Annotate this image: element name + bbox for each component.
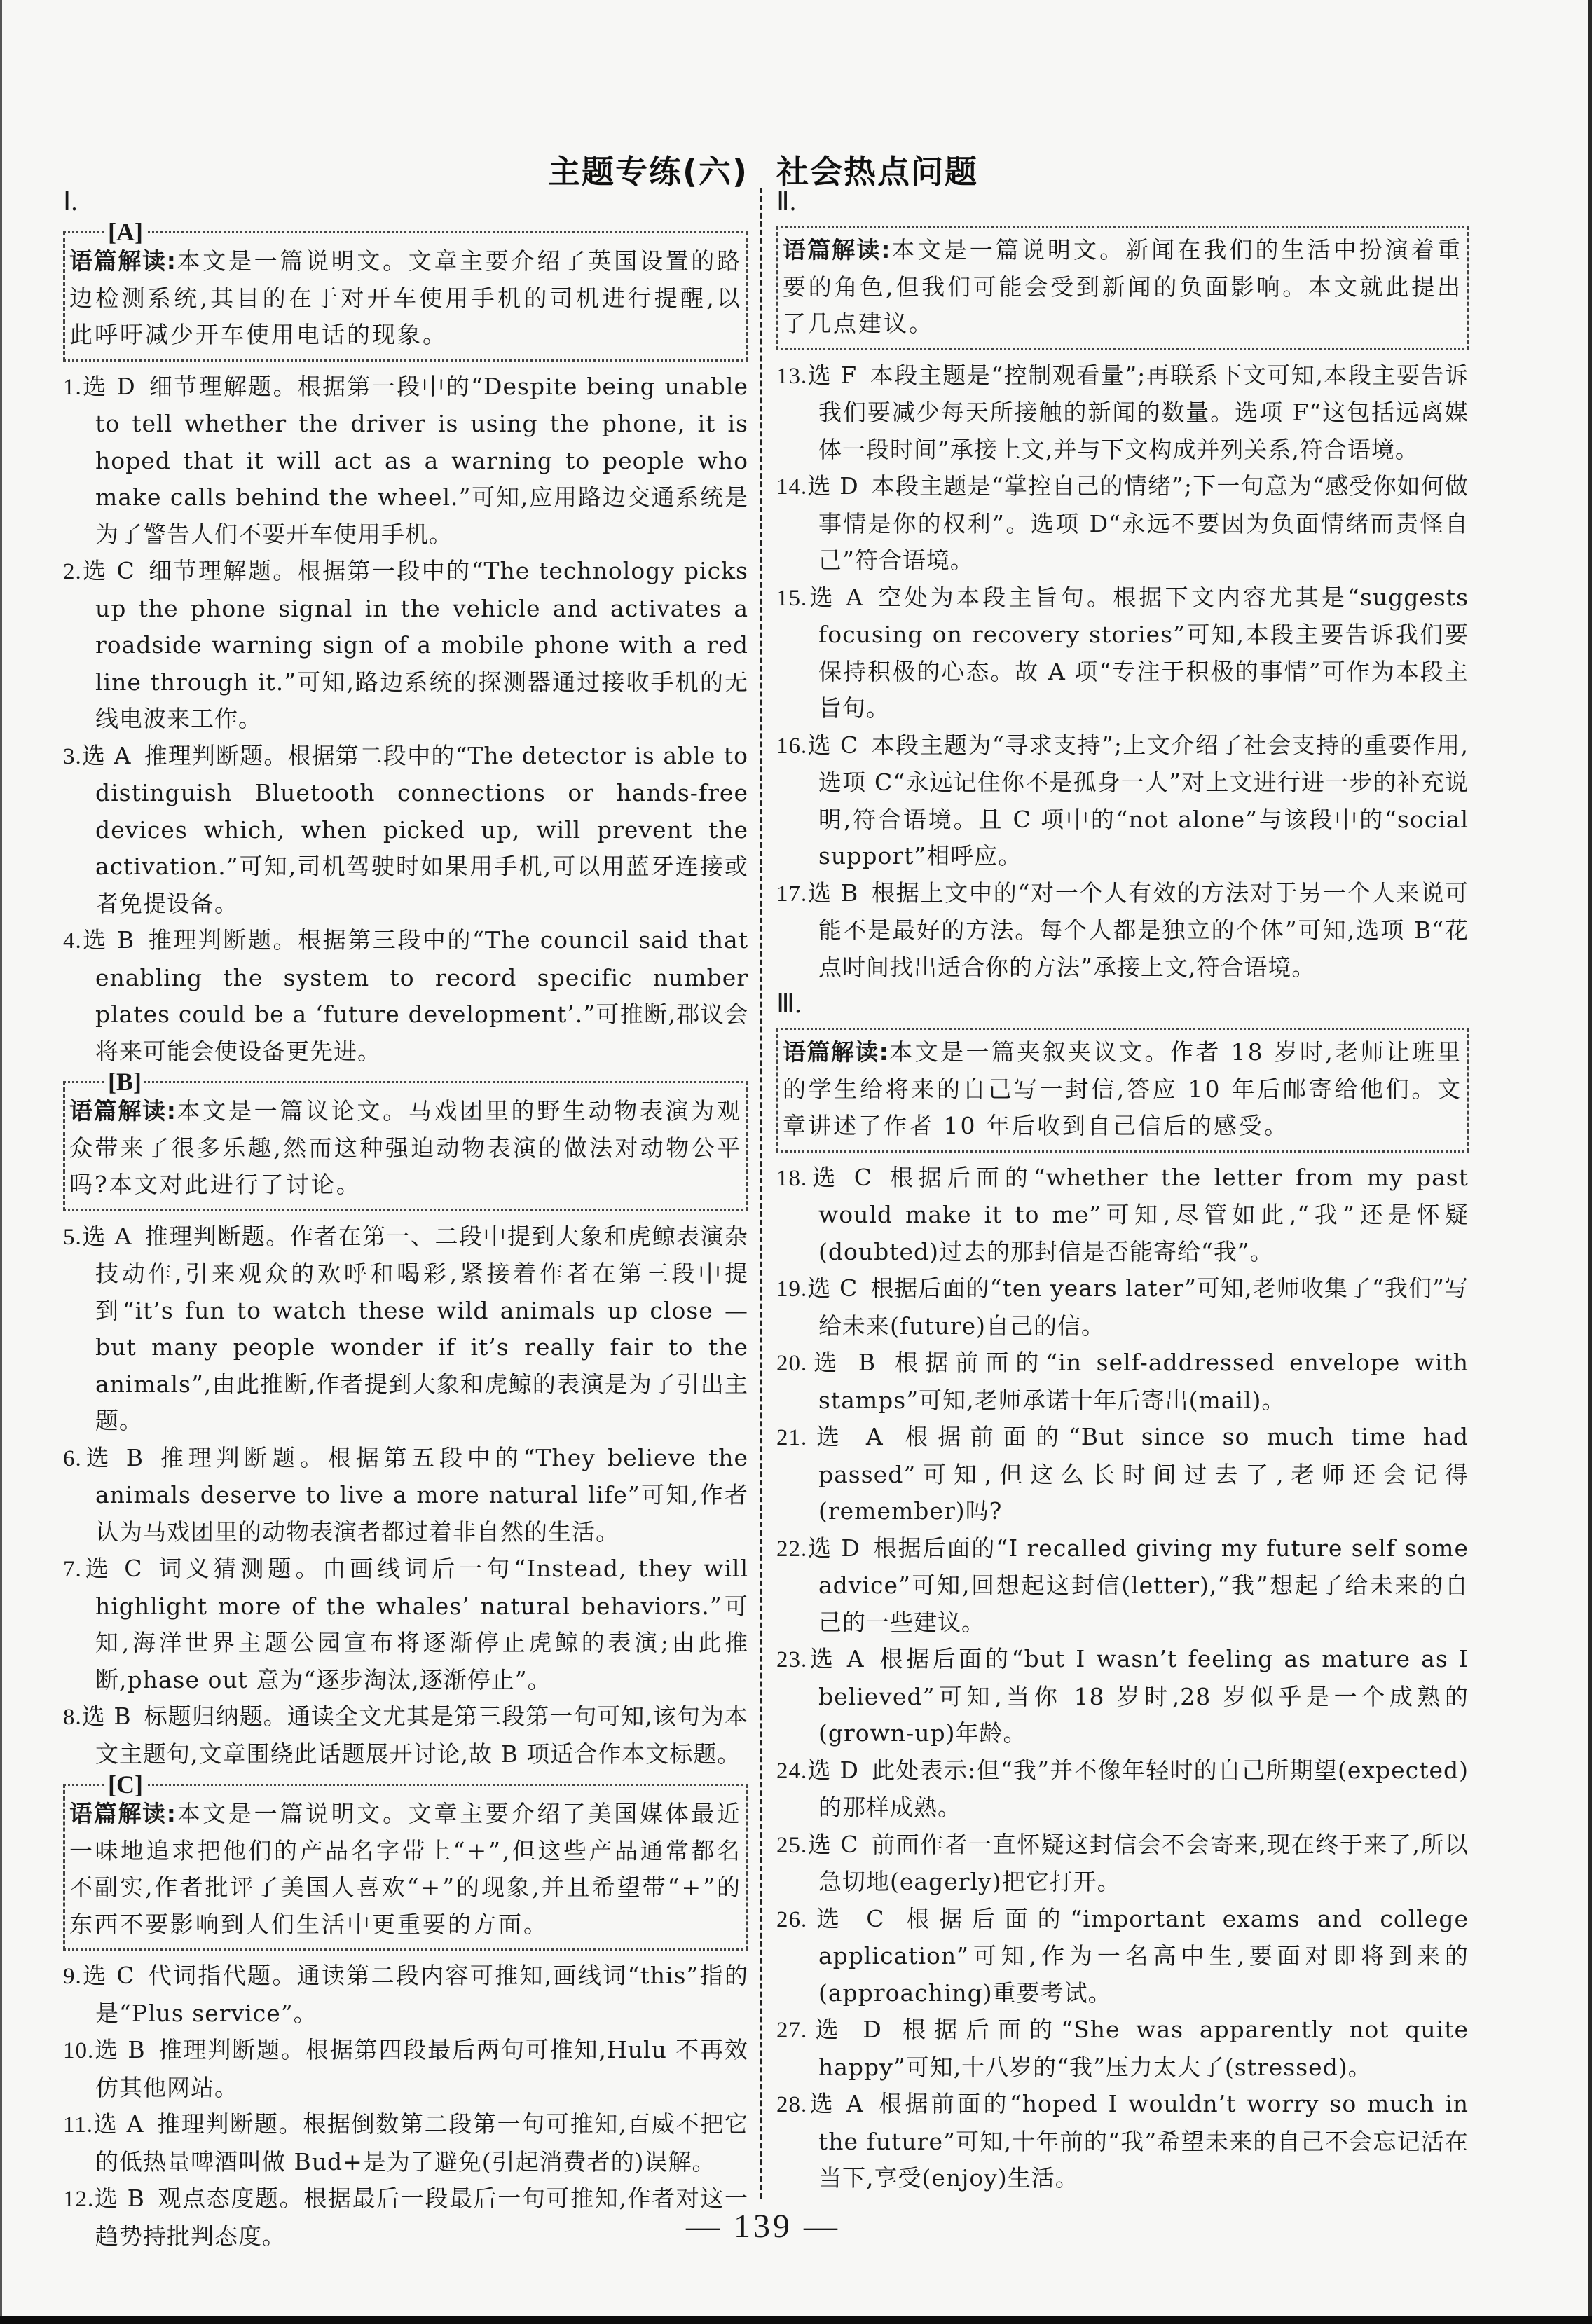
answer-item: 1.选 D 细节理解题。根据第一段中的“Despite being unable to tell whether the driver is using the phone, it is hoped that it will act as a warning to people who make calls behind the wheel.”可知,应用路边交通系统是为了警告人们不要开车使用手机。	[63, 372, 749, 548]
answer-item: 7.选 C 词义猜测题。由画线词后一句“Instead, they will highlight more of the whales’ natural behaviors.”可知,海洋世界主题公园宣布将逐渐停止虎鲸的表演;由此推断,phase out 意为“逐步淘汰,逐渐停止”。	[63, 1555, 748, 1693]
answer-item: 10.选 B 推理判断题。根据第四段最后两句可推知,Hulu 不再效仿其他网站。	[63, 2036, 748, 2101]
right-column	[776, 184, 1469, 2197]
answer-item: 23.选 A 根据后面的“but I wasn’t feeling as mature as I believed”可知,当你 18 岁时,28 岁似乎是一个成熟的(grown-up)年龄。	[776, 1645, 1469, 1747]
page-number: — 139 —	[686, 2208, 840, 2245]
answer-item: 25.选 C 前面作者一直怀疑这封信会不会寄来,现在终于来了,所以急切地(eagerly)把它打开。	[776, 1830, 1469, 1895]
scan-edge-right	[1588, 0, 1592, 2324]
column-divider	[760, 188, 762, 2199]
section-number-2: Ⅱ.	[776, 187, 797, 216]
scan-edge-bottom	[0, 2316, 1592, 2324]
answer-item: 22.选 D 根据后面的“I recalled giving my future self some advice”可知,回想起这封信(letter),“我”想起了给未来的自己的一些建议。	[776, 1534, 1469, 1636]
passage-summary-a: 语篇解读:本文是一篇说明文。文章主要介绍了英国设置的路边检测系统,其目的在于对开车使用手机的司机进行提醒,以此呼吁减少开车使用电话的现象。	[63, 231, 748, 362]
answer-item: 16.选 C 本段主题为“寻求支持”;上文介绍了社会支持的重要作用,选项 C“永远记住你不是孤身一人”对上文进行进一步的补充说明,符合语境。且 C 项中的“not alone”与该段中的“social support”相呼应。	[776, 731, 1469, 869]
scan-edge-left	[0, 0, 2, 2324]
answer-item: 11.选 A 推理判断题。根据倒数第二段第一句可推知,百威不把它的低热量啤酒叫做 Bud+是为了避免(引起消费者的)误解。	[63, 2110, 748, 2175]
passage-summary-iii: 语篇解读:本文是一篇夹叙夹议文。作者 18 岁时,老师让班里的学生给将来的自己写一封信,答应 10 年后邮寄给他们。文章讲述了作者 10 年后收到自己信后的感受。	[776, 1028, 1469, 1153]
summary-label: 语篇解读:	[783, 1038, 889, 1066]
answer-item: 18.选 C 根据后面的“whether the letter from my past would make it to me”可知,尽管如此,“我”还是怀疑(doubted)过去的那封信是否能寄给“我”。	[776, 1163, 1469, 1265]
passage-tag-a: [A]	[105, 220, 748, 244]
answer-item: 24.选 D 此处表示:但“我”并不像年轻时的自己所期望(expected)的那样成熟。	[776, 1756, 1469, 1821]
summary-label: 语篇解读:	[69, 1800, 177, 1827]
answer-item: 9.选 C 代词指代题。通读第二段内容可推知,画线词“this”指的是“Plus service”。	[63, 1962, 748, 2027]
answer-item: 2.选 C 细节理解题。根据第一段中的“The technology picks up the phone signal in the vehicle and activates a roadside warning sign of a mobile phone with a red line through it.”可知,路边系统的探测器通过接收手机的无线电波来工作。	[63, 557, 748, 732]
passage-tag-c: [C]	[105, 1773, 748, 1796]
summary-label: 语篇解读:	[69, 1097, 177, 1125]
answer-item: 17.选 B 根据上文中的“对一个人有效的方法对于另一个人来说可能不是最好的方法。每个人都是独立的个体”可知,选项 B“花点时间找出适合你的方法”承接上文,符合语境。	[776, 879, 1469, 981]
passage-summary-b: 语篇解读:本文是一篇议论文。马戏团里的野生动物表演为观众带来了很多乐趣,然而这种强迫动物表演的做法对动物公平吗?本文对此进行了讨论。	[63, 1081, 748, 1211]
title-part2: 社会热点问题	[776, 152, 979, 191]
answer-item: 15.选 A 空处为本段主旨句。根据下文内容尤其是“suggests focusing on recovery stories”可知,本段主要告诉我们要保持积极的心态。故 A 项“专注于积极的事情”可作为本段主旨句。	[776, 583, 1469, 722]
passage-summary-ii: 语篇解读:本文是一篇说明文。新闻在我们的生活中扮演着重要的角色,但我们可能会受到新闻的负面影响。本文就此提出了几点建议。	[776, 226, 1469, 350]
answer-item: 21.选 A 根据前面的“But since so much time had passed”可知,但这么长时间过去了,老师还会记得(remember)吗?	[776, 1423, 1469, 1525]
answer-item: 20.选 B 根据前面的“in self-addressed envelope with stamps”可知,老师承诺十年后寄出(mail)。	[776, 1349, 1469, 1414]
answer-item: 28.选 A 根据前面的“hoped I wouldn’t worry so much in the future”可知,十年前的“我”希望未来的自己不会忘记活在当下,享受(enjoy)生活。	[776, 2090, 1469, 2192]
summary-label: 语篇解读:	[783, 236, 891, 263]
answer-item: 27.选 D 根据后面的“She was apparently not quite happy”可知,十八岁的“我”压力太大了(stressed)。	[776, 2016, 1469, 2081]
answer-item: 12.选 B 观点态度题。根据最后一段最后一句可推知,作者对这一趋势持批判态度。	[63, 2185, 748, 2250]
answer-item: 8.选 B 标题归纳题。通读全文尤其是第三段第一句可知,该句为本文主题句,文章围绕此话题展开讨论,故 B 项适合作本文标题。	[63, 1703, 748, 1768]
section-number-1: Ⅰ.	[63, 187, 78, 216]
answer-item: 26.选 C 根据后面的“important exams and college application”可知,作为一名高中生,要面对即将到来的(approaching)重要考试。	[776, 1904, 1469, 2007]
passage-summary-c: 语篇解读:本文是一篇说明文。文章主要介绍了美国媒体最近一味地追求把他们的产品名字带上“+”,但这些产品通常都名不副实,作者批评了美国人喜欢“+”的现象,并且希望带“+”的东西不要影响到人们生活中更重要的方面。	[63, 1784, 748, 1951]
answer-item: 19.选 C 根据后面的“ten years later”可知,老师收集了“我们”写给未来(future)自己的信。	[776, 1274, 1469, 1340]
answer-item: 6.选 B 推理判断题。根据第五段中的“They believe the animals deserve to live a more natural life”可知,作者认为马戏团里的动物表演者都过着非自然的生活。	[63, 1443, 749, 1546]
passage-tag-b: [B]	[105, 1070, 748, 1094]
answer-item: 3.选 A 推理判断题。根据第二段中的“The detector is able to distinguish Bluetooth connections or hands-free devices which, when picked up, will prevent the activation.”可知,司机驾驶时如果用手机,可以用蓝牙连接或者免提设备。	[63, 741, 748, 917]
answer-item: 14.选 D 本段主题是“掌控自己的情绪”;下一句意为“感受你如何做事情是你的权利”。选项 D“永远不要因为负面情绪而责怪自己”符合语境。	[776, 472, 1469, 574]
title-part1: 主题专练(六)	[547, 152, 749, 191]
answer-item: 4.选 B 推理判断题。根据第三段中的“The council said that enabling the system to record specific number plates could be a ‘future development’.”可推断,郡议会将来可能会使设备更先进。	[63, 926, 748, 1065]
section-number-3: Ⅲ.	[776, 989, 802, 1019]
summary-label: 语篇解读:	[69, 247, 177, 275]
answer-item: 13.选 F 本段主题是“控制观看量”;再联系下文可知,本段主要告诉我们要减少每天所接触的新闻的数量。选项 F“这包括远离媒体一段时间”承接上文,并与下文构成并列关系,符合语境。	[776, 361, 1469, 463]
answer-item: 5.选 A 推理判断题。作者在第一、二段中提到大象和虎鲸表演杂技动作,引来观众的欢呼和喝彩,紧接着作者在第三段中提到“it’s fun to watch these wild animals up close — but many people wonder if it’s really fair to the animals”,由此推断,作者提到大象和虎鲸的表演是为了引出主题。	[63, 1222, 749, 1434]
left-column	[63, 184, 748, 2255]
